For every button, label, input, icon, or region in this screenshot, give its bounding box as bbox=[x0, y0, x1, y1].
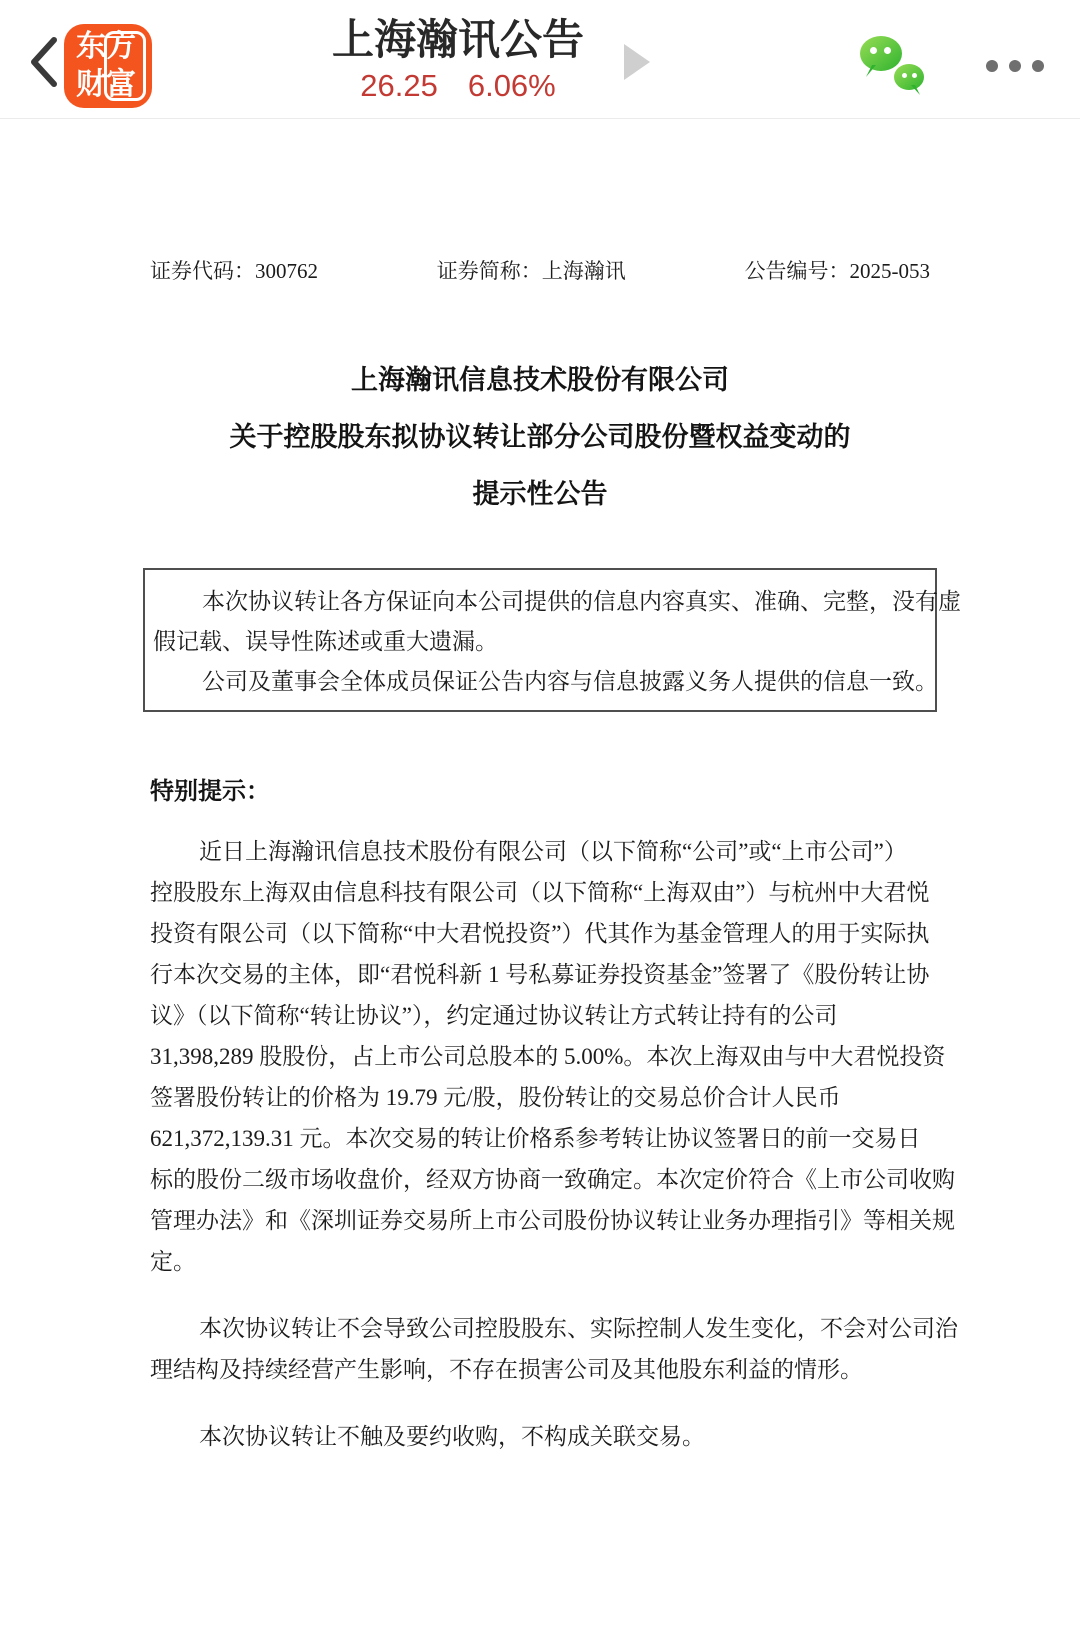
doc-text-line: 31,398,289 股股份，占上市公司总股本的 5.00%。本次上海双由与中大君悦投资 bbox=[150, 1044, 946, 1069]
document-scroll-area[interactable] bbox=[0, 119, 1080, 1640]
stock-code: 证券代码：300762 bbox=[150, 259, 318, 283]
play-audio-button[interactable] bbox=[624, 44, 654, 82]
body-paragraph bbox=[150, 831, 955, 1282]
ellipsis-dots-icon bbox=[1009, 60, 1021, 72]
play-triangle-icon bbox=[624, 44, 650, 80]
stock-title-block[interactable] bbox=[332, 14, 584, 104]
special-note-heading: 特别提示： bbox=[150, 778, 270, 805]
wechat-small-bubble bbox=[894, 64, 924, 90]
doc-text-line: 本次协议转让不会导致公司控股股东、实际控制人发生变化，不会对公司治 bbox=[199, 1316, 958, 1341]
wechat-share-button[interactable] bbox=[860, 34, 926, 94]
doc-text-line: 公司及董事会全体成员保证公告内容与信息披露义务人提供的信息一致。 bbox=[202, 669, 938, 694]
doc-title bbox=[0, 352, 1080, 523]
eastmoney-logo[interactable] bbox=[64, 24, 152, 108]
chevron-left-icon bbox=[22, 34, 66, 90]
app-header bbox=[0, 0, 1080, 119]
wechat-eye bbox=[884, 47, 891, 54]
doc-text-line: 理结构及持续经营产生影响，不存在损害公司及其他股东利益的情形。 bbox=[150, 1357, 863, 1382]
doc-text-line: 标的股份二级市场收盘价，经双方协商一致确定。本次定价符合《上市公司收购 bbox=[150, 1167, 955, 1192]
body-paragraph bbox=[150, 1308, 958, 1390]
doc-text-line: 行本次交易的主体，即“君悦科新 1 号私募证券投资基金”签署了《股份转让协 bbox=[150, 962, 930, 987]
notice-paragraph bbox=[153, 582, 961, 662]
wechat-eye bbox=[870, 47, 877, 54]
doc-text-line: 近日上海瀚讯信息技术股份有限公司（以下简称“公司”或“上市公司”） bbox=[199, 839, 907, 864]
more-menu-button[interactable] bbox=[982, 56, 1048, 76]
stock-price: 26.25 bbox=[360, 68, 438, 103]
guarantee-notice-box bbox=[143, 568, 961, 712]
wechat-bubbles-icon bbox=[860, 36, 902, 71]
stock-change-percent: 6.06% bbox=[467, 68, 556, 103]
doc-text-line: 投资有限公司（以下简称“中大君悦投资”）代其作为基金管理人的用于实际执 bbox=[150, 921, 930, 946]
logo-frame bbox=[104, 31, 146, 101]
stock-shortname: 证券简称：上海瀚讯 bbox=[436, 259, 626, 283]
doc-title-line-1: 上海瀚讯信息技术股份有限公司 bbox=[351, 365, 729, 395]
doc-title-line-3: 提示性公告 bbox=[472, 479, 608, 509]
doc-text-line: 管理办法》和《深圳证券交易所上市公司股份协议转让业务办理指引》等相关规 bbox=[150, 1208, 955, 1233]
logo-row-1: 东方 bbox=[76, 30, 136, 63]
doc-meta-row bbox=[150, 258, 930, 284]
price-row bbox=[332, 68, 584, 104]
body-paragraph bbox=[150, 1416, 940, 1457]
doc-text-line: 本次协议转让不触及要约收购，不构成关联交易。 bbox=[199, 1424, 705, 1449]
wechat-eye bbox=[902, 73, 907, 78]
doc-text-line: 控股股东上海双由信息科技有限公司（以下简称“上海双由”）与杭州中大君悦 bbox=[150, 880, 930, 905]
page-title: 上海瀚讯公告 bbox=[331, 16, 585, 63]
logo-row-2: 财富 bbox=[76, 68, 136, 101]
doc-title-line-2: 关于控股股东拟协议转让部分公司股份暨权益变动的 bbox=[229, 422, 851, 452]
doc-text-line: 定。 bbox=[150, 1249, 196, 1274]
doc-text-line: 议》（以下简称“转让协议”），约定通过协议转让方式转让持有的公司 bbox=[150, 1003, 838, 1028]
doc-text-line: 签署股份转让的价格为 19.79 元/股，股份转让的交易总价合计人民币 bbox=[150, 1085, 841, 1110]
wechat-eye bbox=[912, 73, 917, 78]
back-button[interactable] bbox=[22, 34, 66, 90]
doc-text-line: 本次协议转让各方保证向本公司提供的信息内容真实、准确、完整，没有虚 bbox=[202, 589, 961, 614]
ellipsis-dots-icon bbox=[1032, 60, 1044, 72]
doc-text-line: 假记载、误导性陈述或重大遗漏。 bbox=[153, 629, 498, 654]
doc-body bbox=[150, 831, 958, 1483]
announcement-number: 公告编号：2025-053 bbox=[744, 259, 930, 283]
notice-paragraph bbox=[153, 662, 938, 702]
doc-text-line: 621,372,139.31 元。本次交易的转让价格系参考转让协议签署日的前一交易日 bbox=[150, 1126, 921, 1151]
ellipsis-dots-icon bbox=[986, 60, 998, 72]
